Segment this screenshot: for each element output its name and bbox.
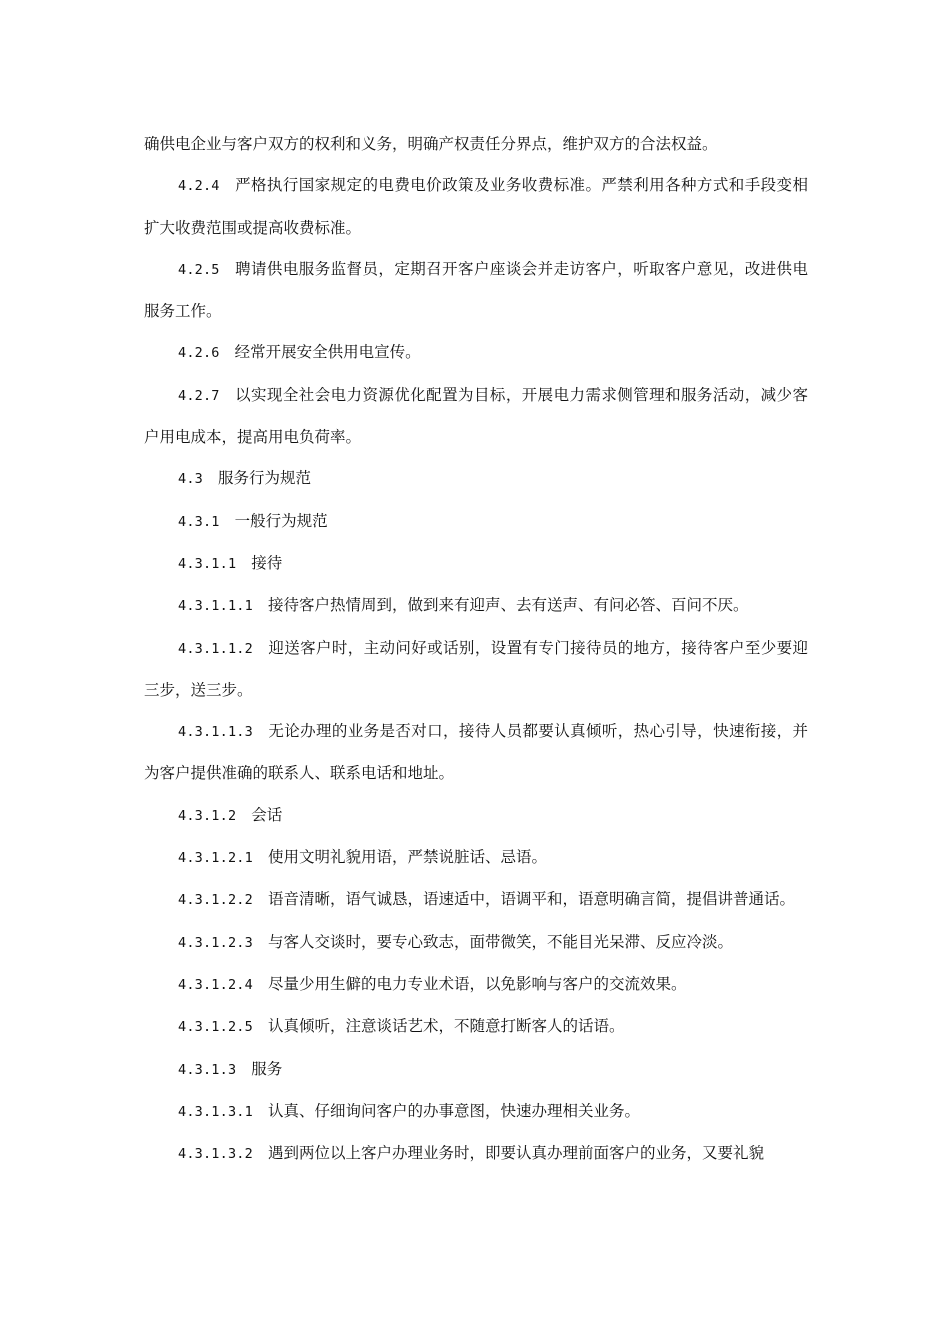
paragraph-4-3-1-3-2 (144, 1133, 808, 1175)
section-number: 4.2.5 (178, 261, 220, 278)
section-number: 4.3.1.2 (178, 807, 237, 824)
paragraph-4-2-4 (144, 165, 808, 249)
heading-text: 服务 (251, 1059, 283, 1078)
section-number: 4.3 (178, 471, 203, 488)
paragraph-text: 遇到两位以上客户办理业务时，即要认真办理前面客户的业务，又要礼貌 (267, 1144, 764, 1163)
section-number: 4.3.1.2.5 (178, 1019, 253, 1036)
section-number: 4.3.1.1.2 (178, 640, 253, 657)
section-number: 4.3.1.2.1 (178, 850, 253, 867)
section-number: 4.2.6 (178, 345, 220, 362)
paragraph-4-3-1-1-3 (144, 711, 808, 795)
paragraph-4-3-1-2-5 (144, 1006, 808, 1048)
heading-text: 接待 (251, 553, 283, 572)
section-number: 4.3.1.1 (178, 555, 237, 572)
section-number: 4.3.1.1.3 (178, 724, 253, 741)
paragraph-text: 接待客户热情周到，做到来有迎声、去有送声、有问必答、百问不厌。 (267, 596, 749, 615)
paragraph-text: 聘请供电服务监督员，定期召开客户座谈会并走访客户，听取客户意见，改进供电服务工作。 (144, 259, 808, 321)
document-body (144, 124, 808, 1175)
heading-text: 服务行为规范 (217, 469, 311, 488)
paragraph-text: 严格执行国家规定的电费电价政策及业务收费标准。严禁利用各种方式和手段变相扩大收费范围或提高收费标准。 (144, 176, 808, 237)
heading-4-3 (144, 458, 808, 500)
paragraph-text: 迎送客户时，主动问好或话别，设置有专门接待员的地方，接待客户至少要迎三步，送三步。 (144, 638, 808, 699)
section-number: 4.3.1.1.1 (178, 598, 253, 615)
paragraph-4-3-1-3-1 (144, 1091, 808, 1133)
heading-4-3-1 (144, 501, 808, 543)
section-number: 4.3.1.2.2 (178, 892, 253, 909)
section-number: 4.3.1 (178, 513, 220, 530)
paragraph-text: 经常开展安全供用电宣传。 (234, 343, 421, 362)
paragraph-4-2-5 (144, 249, 808, 333)
heading-4-3-1-1 (144, 543, 808, 585)
paragraph-text: 与客人交谈时，要专心致志，面带微笑，不能目光呆滞、反应冷淡。 (267, 932, 733, 951)
paragraph-text: 确供电企业与客户双方的权利和义务，明确产权责任分界点，维护双方的合法权益。 (144, 135, 718, 153)
section-number: 4.3.1.3.1 (178, 1103, 253, 1120)
heading-text: 一般行为规范 (234, 511, 328, 530)
paragraph-text: 认真倾听，注意谈话艺术，不随意打断客人的话语。 (267, 1017, 625, 1036)
heading-text: 会话 (251, 805, 283, 824)
paragraph-4-2-6 (144, 332, 808, 374)
heading-4-3-1-3 (144, 1049, 808, 1091)
paragraph-4-3-1-1-2 (144, 628, 808, 712)
section-number: 4.2.7 (178, 387, 220, 404)
section-number: 4.3.1.3 (178, 1061, 237, 1078)
paragraph-text: 尽量少用生僻的电力专业术语，以免影响与客户的交流效果。 (267, 974, 687, 993)
paragraph-text: 使用文明礼貌用语，严禁说脏话、忌语。 (267, 848, 547, 867)
paragraph-text: 无论办理的业务是否对口，接待人员都要认真倾听，热心引导，快速衔接，并为客户提供准确的联系人、联系电话和地址。 (144, 722, 808, 783)
paragraph-text: 认真、仔细询问客户的办事意图，快速办理相关业务。 (267, 1101, 640, 1120)
section-number: 4.2.4 (178, 178, 220, 195)
paragraph-4-3-1-2-3 (144, 922, 808, 964)
paragraph-4-3-1-2-2 (144, 879, 808, 921)
section-number: 4.3.1.3.2 (178, 1146, 253, 1163)
paragraph-4-3-1-1-1 (144, 585, 808, 627)
heading-4-3-1-2 (144, 795, 808, 837)
paragraph-text: 以实现全社会电力资源优化配置为目标，开展电力需求侧管理和服务活动，减少客户用电成本，提高用电负荷率。 (144, 385, 808, 447)
paragraph-4-2-7 (144, 375, 808, 459)
section-number: 4.3.1.2.3 (178, 934, 253, 951)
paragraph-4-3-1-2-4 (144, 964, 808, 1006)
section-number: 4.3.1.2.4 (178, 976, 253, 993)
paragraph-4-3-1-2-1 (144, 837, 808, 879)
paragraph-text: 语音清晰，语气诚恳，语速适中，语调平和，语意明确言简，提倡讲普通话。 (267, 890, 795, 909)
paragraph-continuation (144, 124, 808, 165)
